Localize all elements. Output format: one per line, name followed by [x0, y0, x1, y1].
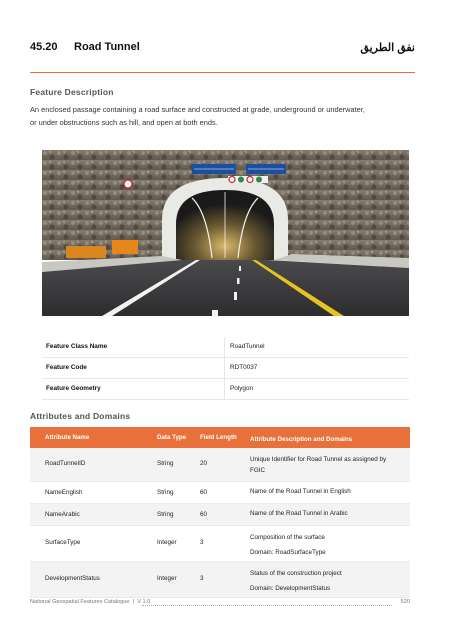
- attributes-table: [30, 427, 410, 598]
- field-length: 60: [200, 511, 208, 518]
- tunnel-illustration: [42, 150, 409, 316]
- table-header: [30, 427, 410, 448]
- description-line: Unique Identifier for Road Tunnel as assigned by: [250, 456, 387, 463]
- feature-description-text: [30, 103, 420, 129]
- field-length: 3: [200, 575, 204, 582]
- feature-code-label: Feature Code: [46, 364, 87, 371]
- data-type: Integer: [157, 575, 177, 582]
- lane-open-icon: [238, 177, 244, 183]
- page-number: 520: [400, 599, 410, 605]
- attribute-description: [250, 566, 405, 596]
- table-row: [42, 358, 409, 379]
- feature-class-name-label: Feature Class Name: [46, 343, 108, 350]
- speed-limit-icon: [229, 177, 235, 183]
- attribute-name: NameArabic: [45, 511, 80, 518]
- table-row: [30, 448, 410, 482]
- feature-geometry-value: Polygon: [230, 385, 254, 392]
- column-header: Data Type: [157, 434, 187, 441]
- attribute-description: [250, 530, 405, 560]
- section-title-arabic: نفق الطريق: [360, 42, 415, 54]
- table-row: [30, 526, 410, 562]
- data-type: Integer: [157, 539, 177, 546]
- feature-code-value: RDT0037: [230, 364, 258, 371]
- column-header: Attribute Name: [45, 434, 90, 441]
- road-tunnel-photo: [42, 150, 409, 316]
- footer-text: [30, 599, 150, 605]
- attribute-name: RoadTunnelID: [45, 460, 86, 467]
- footer-leader-dots: [142, 599, 392, 606]
- attribute-description: [250, 508, 405, 519]
- table-row: [30, 504, 410, 526]
- data-type: String: [157, 489, 174, 496]
- description-line: Name of the Road Tunnel in Arabic: [250, 510, 348, 517]
- description-line: FGIC: [250, 467, 266, 474]
- section-title: Road Tunnel: [74, 41, 140, 53]
- section-header: [30, 41, 415, 57]
- attribute-name: NameEnglish: [45, 489, 83, 496]
- table-row: [42, 337, 409, 358]
- road-surface: [42, 260, 409, 316]
- table-row: [30, 482, 410, 504]
- feature-class-name-value: RoadTunnel: [230, 343, 265, 350]
- footer-separator: |: [132, 599, 135, 605]
- table-row: [30, 562, 410, 598]
- section-number: 45.20: [30, 41, 58, 53]
- data-type: String: [157, 460, 174, 467]
- attribute-name: DevelopmentStatus: [45, 575, 100, 582]
- description-line: Composition of the surface: [250, 534, 325, 541]
- description-line: An enclosed passage containing a road surface and constructed at grade, underground or underwater,: [30, 105, 365, 114]
- lane-open-icon-2: [256, 177, 262, 183]
- description-line: Status of the construction project: [250, 570, 342, 577]
- attributes-heading: Attributes and Domains: [30, 411, 131, 421]
- feature-geometry-label: Feature Geometry: [46, 385, 101, 392]
- no-overtaking-icon: [247, 177, 253, 183]
- description-line: Domain: RoadSurfaceType: [250, 549, 326, 556]
- version-label: V 1.0: [137, 599, 151, 605]
- description-line: Name of the Road Tunnel in English: [250, 488, 351, 495]
- column-header: Attribute Description and Domains: [250, 436, 353, 443]
- table-row: [42, 379, 409, 400]
- data-type: String: [157, 511, 174, 518]
- roadside-sign-icon: [124, 180, 132, 188]
- construction-barrier-2: [66, 246, 106, 258]
- construction-barrier: [112, 240, 138, 254]
- description-line: or under obstructions such as hill, and open at both ends.: [30, 118, 218, 127]
- attribute-name: SurfaceType: [45, 539, 81, 546]
- attribute-description: [250, 454, 405, 476]
- field-length: 60: [200, 489, 208, 496]
- catalogue-name: National Geospatial Features Catalogue: [30, 599, 130, 605]
- description-line: Domain: DevelopmentStatus: [250, 585, 331, 592]
- feature-class-table: [42, 337, 409, 400]
- feature-description-heading: Feature Description: [30, 87, 114, 97]
- field-length: 20: [200, 460, 208, 467]
- page-footer: [30, 599, 410, 609]
- column-header: Field Length: [200, 434, 237, 441]
- header-divider: [30, 72, 415, 73]
- field-length: 3: [200, 539, 204, 546]
- attribute-description: [250, 486, 405, 497]
